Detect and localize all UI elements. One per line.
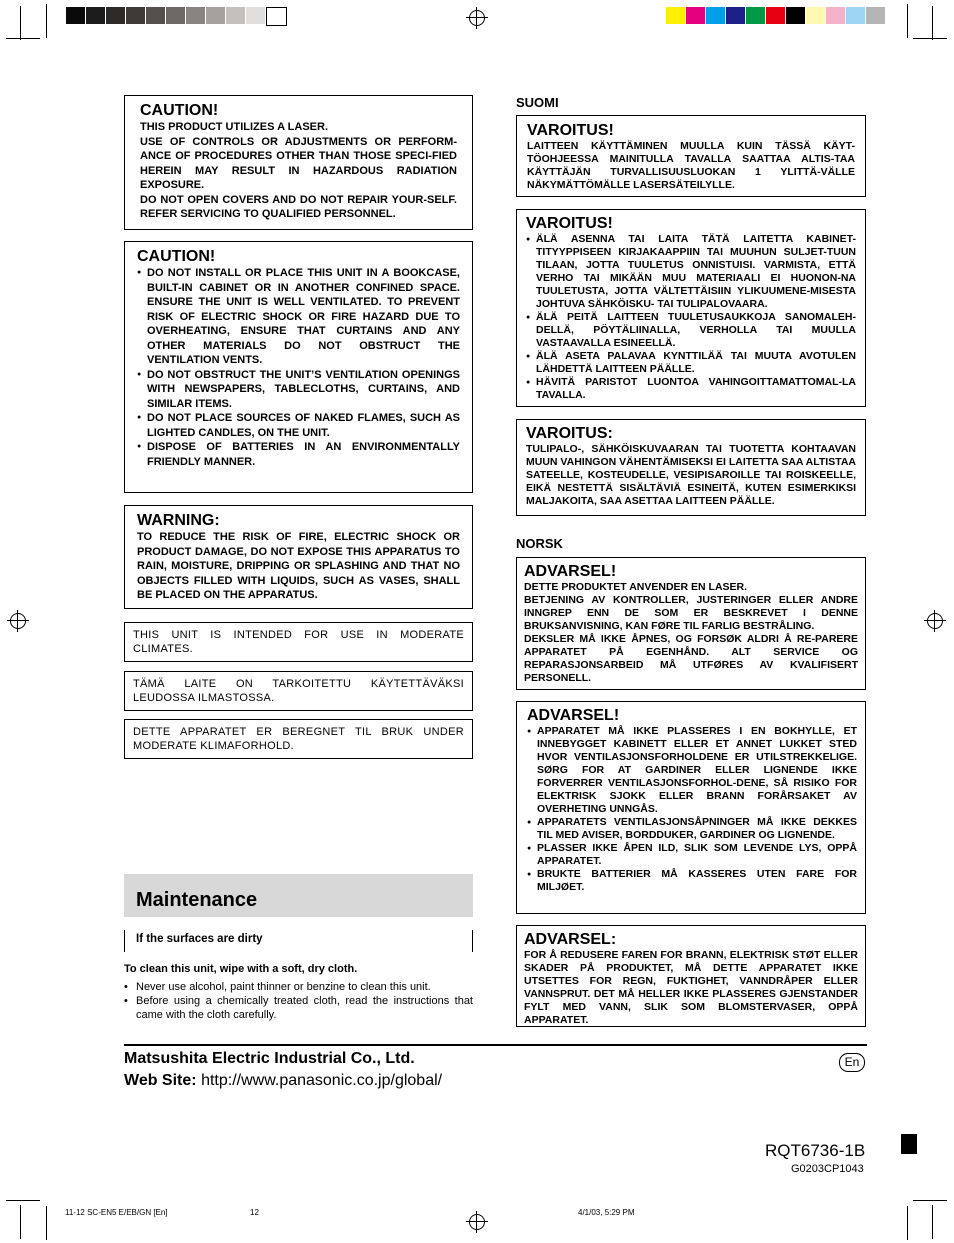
gray-swatch <box>66 7 85 24</box>
maintenance-list <box>124 980 473 1022</box>
caution-item: ● DISPOSE OF BATTERIES IN AN ENVIRONMENTALLY FRIENDLY MANNER. <box>137 440 460 469</box>
advarsel-item: ● PLASSER IKKE ÅPEN ILD, SLIK SOM LEVENDE LYS, OPPÅ APPARATET. <box>527 842 857 868</box>
advarsel-heading: ADVARSEL: <box>524 931 617 948</box>
varoitus-text: TULIPALO-, SÄHKÖISKUVAARAN TAI TUOTETTA KOHTAAVAN MUUN VAHINGON VÄHENTÄMISEKSI EI LAITETTA SAA ALTISTAA SATEELLE, KOSTEUDELLE, VESIPISAROILLE TAI ROISKEELLE, EIKÄ NESTETTÄ SISÄLTÄVIÄ ESINEITÄ, KUTEN ESIMERKIKSI MALJAKOITA, SAA ASETTAA LAITTEEN PÄÄLLE. <box>526 443 856 507</box>
gray-swatch <box>166 7 185 24</box>
varoitus-heading: VAROITUS: <box>526 425 613 442</box>
color-swatch <box>806 7 825 24</box>
maintenance-title: Maintenance <box>136 889 258 911</box>
warning-text: TO REDUCE THE RISK OF FIRE, ELECTRIC SHOCK OR PRODUCT DAMAGE, DO NOT EXPOSE THIS APPARATUS TO RAIN, MOISTURE, DRIPPING OR SPLASHING AND THAT NO OBJECTS FILLED WITH LIQUIDS, SUCH AS VASES, SHALL BE PLACED ON THE APPARATUS. <box>137 531 460 601</box>
varoitus-item: ● ÄLÄ PEITÄ LAITTEEN TUULETUSAUKKOJA SANOMALEH-DELLÄ, PÖYTÄLIINALLA, VERHOLLA TAI MUULLA VASTAAVALLA ESINEELLÄ. <box>526 311 856 350</box>
color-swatch <box>826 7 845 24</box>
climate-notice-en: THIS UNIT IS INTENDED FOR USE IN MODERATE CLIMATES. <box>124 622 473 662</box>
varoitus-moisture-box <box>516 419 866 516</box>
footer-rule <box>124 1044 867 1046</box>
registration-mark-icon <box>469 1214 485 1230</box>
color-swatch <box>766 7 785 24</box>
registration-mark-icon <box>927 613 943 629</box>
language-badge: En <box>839 1053 865 1072</box>
color-swatch <box>866 7 885 24</box>
section-label-norsk: NORSK <box>516 536 563 551</box>
warning-box <box>124 505 473 609</box>
advarsel-text: FOR Å REDUSERE FAREN FOR BRANN, ELEKTRISK STØT ELLER SKADER PÅ PRODUKTET, MÅ DETTE APPARATET IKKE UTSETTES FOR REGN, FUKTIGHET, VANNDRÅPER ELLER VANNSPRUT. DET MÅ HELLER IKKE PLASSERES GJENSTANDER FYLT MED VANN, SLIK SOM BLOMSTERVASER, OPPÅ APPARATET. <box>524 949 858 1026</box>
website-url[interactable]: http://www.panasonic.co.jp/global/ <box>201 1072 443 1089</box>
color-swatch <box>846 7 865 24</box>
advarsel-text: DEKSLER MÅ IKKE ÅPNES, OG FORSØK ALDRI Å RE-PARERE APPARATET PÅ EGENHÅND. ALT SERVICE OG REPARASJONSARBEID MÅ UTFØRES AV KVALIFISERT PERSONELL. <box>524 633 858 684</box>
varoitus-text: LAITTEEN KÄYTTÄMINEN MUULLA KUIN TÄSSÄ KÄYT-TÖOHJEESSA MAINITULLA TAVALLA SAATTAA ALTIS-TAA KÄYTTÄJÄN TURVALLISUUSLUOKAN 1 YLITTÄ-VÄLLE NÄKYMÄTTÖMÄLLE LASERSÄTEILYLLE. <box>527 140 855 191</box>
caution-text: DO NOT OPEN COVERS AND DO NOT REPAIR YOUR-SELF. REFER SERVICING TO QUALIFIED PERSONNEL. <box>140 193 457 220</box>
gray-swatch <box>126 7 145 24</box>
caution-installation-box <box>124 241 473 493</box>
maintenance-intro: To clean this unit, wipe with a soft, dry cloth. <box>124 963 358 975</box>
print-file-info: 11-12 SC-EN5 E/EB/GN [En] <box>65 1208 168 1217</box>
print-date-info: 4/1/03, 5:29 PM <box>578 1208 635 1217</box>
maintenance-header <box>124 874 473 917</box>
advarsel-item: ● APPARATETS VENTILASJONSÅPNINGER MÅ IKKE DEKKES TIL MED AVISER, BORDDUKER, GARDINER OG LIGNENDE. <box>527 816 857 842</box>
varoitus-item: ● ÄLÄ ASENNA TAI LAITA TÄTÄ LAITETTA KABINET-TITYYPPISEEN KIRJAKAAPPIIN TAI MUUHUN SULJET-TUUN TILAAN, JOTTA TUULETUS ONNISTUISI. VARMISTA, ETTÄ VERHO TAI MIKÄÄN MUU MATERIAALI EI HUONON-NA TUULETUSTA, JOTTA VÄLTETTÄISIIN YLIKUUMENE-MISESTA JOHTUVA SÄHKÖISKU- TAI TULIPALOVAARA. <box>526 233 856 311</box>
company-name: Matsushita Electric Industrial Co., Ltd. <box>124 1050 415 1067</box>
maintenance-item: • Never use alcohol, paint thinner or benzine to clean this unit. <box>124 981 431 993</box>
advarsel-heading: ADVARSEL! <box>524 563 617 580</box>
color-swatch <box>786 7 805 24</box>
gray-swatch <box>206 7 225 24</box>
advarsel-text: DETTE PRODUKTET ANVENDER EN LASER. <box>524 581 748 593</box>
warning-heading: WARNING: <box>137 512 220 529</box>
advarsel-heading: ADVARSEL! <box>527 707 620 724</box>
advarsel-item: ● BRUKTE BATTERIER MÅ KASSERES UTEN FARE FOR MILJØET. <box>527 868 857 894</box>
maintenance-item: • Before using a chemically treated cloth, read the instructions that came with the cloth carefully. <box>124 995 473 1021</box>
advarsel-installation-box <box>516 701 866 914</box>
registration-mark-icon <box>10 613 26 629</box>
caution-item: ● DO NOT PLACE SOURCES OF NAKED FLAMES, SUCH AS LIGHTED CANDLES, ON THE UNIT. <box>137 411 460 440</box>
advarsel-item: ● APPARATET MÅ IKKE PLASSERES I EN BOKHYLLE, ET INNEBYGGET KABINETT ELLER ET ANNET LUKKET STED HVOR VENTILASJONSFORHOLDENE ER UTILSTREKKELIGE. SØRG FOR AT GARDINER ELLER LIGNENDE IKKE FORVERRER VENTILASJONSFORHOL-DENE, SÅ RISIKO FOR ELEKTRISK SJOKK ELLER BRANN FORÅRSAKET AV OVERHETING UNNGÅS. <box>527 725 857 816</box>
color-swatch <box>686 7 705 24</box>
advarsel-laser-box <box>516 557 866 690</box>
advarsel-text: BETJENING AV KONTROLLER, JUSTERINGER ELLER ANDRE INNGREP ENN DE SOM ER BESKREVET I DENNE BRUKSANVISNING, KAN FØRE TIL FARLIG BESTRÅLING. <box>524 594 858 632</box>
section-label-suomi: SUOMI <box>516 95 559 110</box>
website-label: Web Site: <box>124 1072 197 1089</box>
gray-swatch <box>86 7 105 24</box>
caution-laser-box <box>124 95 473 230</box>
caution-heading: CAUTION! <box>137 248 216 265</box>
gray-swatch <box>146 7 165 24</box>
gray-swatch <box>266 7 287 26</box>
document-code: G0203CP1043 <box>791 1163 864 1175</box>
black-tab-marker <box>901 1134 917 1154</box>
caution-text: THIS PRODUCT UTILIZES A LASER. <box>140 121 329 133</box>
gray-swatch <box>246 7 265 24</box>
varoitus-heading: VAROITUS! <box>527 122 614 139</box>
color-swatch <box>666 7 685 24</box>
varoitus-item: ● ÄLÄ ASETA PALAVAA KYNTTILÄÄ TAI MUUTA AVOTULEN LÄHDETTÄ LAITTEEN PÄÄLLE. <box>526 350 856 376</box>
color-swatch <box>726 7 745 24</box>
color-swatch <box>746 7 765 24</box>
advarsel-moisture-box <box>516 925 866 1027</box>
caution-item: ● DO NOT OBSTRUCT THE UNIT’S VENTILATION OPENINGS WITH NEWSPAPERS, TABLECLOTHS, CURTAINS, AND SIMILAR ITEMS. <box>137 368 460 412</box>
gray-swatch <box>186 7 205 24</box>
varoitus-heading: VAROITUS! <box>526 215 613 232</box>
website-line <box>124 1072 442 1090</box>
caution-text: USE OF CONTROLS OR ADJUSTMENTS OR PERFORM-ANCE OF PROCEDURES OTHER THAN THOSE SPECI-FIED HEREIN MAY RESULT IN HAZARDOUS RADIATION EXPOSURE. <box>140 135 457 191</box>
gray-swatch <box>106 7 125 24</box>
registration-mark-icon <box>469 10 485 26</box>
print-page-info: 12 <box>250 1208 259 1217</box>
gray-swatch <box>226 7 245 24</box>
varoitus-item: ● HÄVITÄ PARISTOT LUONTOA VAHINGOITTAMATTOMAL-LA TAVALLA. <box>526 376 856 402</box>
climate-notice-fi: TÄMÄ LAITE ON TARKOITETTU KÄYTETTÄVÄKSI LEUDOSSA ILMASTOSSA. <box>124 671 473 711</box>
caution-item: ● DO NOT INSTALL OR PLACE THIS UNIT IN A BOOKCASE, BUILT-IN CABINET OR IN ANOTHER CONFINED SPACE. ENSURE THE UNIT IS WELL VENTILATED. TO PREVENT RISK OF ELECTRIC SHOCK OR FIRE HAZARD DUE TO OVERHEATING, ENSURE THAT CURTAINS AND ANY OTHER MATERIALS DO NOT OBSTRUCT THE VENTILATION VENTS. <box>137 266 460 368</box>
caution-heading: CAUTION! <box>140 102 219 119</box>
varoitus-installation-box <box>516 209 866 407</box>
maintenance-subhead: If the surfaces are dirty <box>124 930 473 952</box>
model-number: RQT6736-1B <box>765 1141 866 1160</box>
climate-notice-no: DETTE APPARATET ER BEREGNET TIL BRUK UNDER MODERATE KLIMAFORHOLD. <box>124 719 473 759</box>
varoitus-laser-box <box>516 115 866 197</box>
color-swatch <box>706 7 725 24</box>
